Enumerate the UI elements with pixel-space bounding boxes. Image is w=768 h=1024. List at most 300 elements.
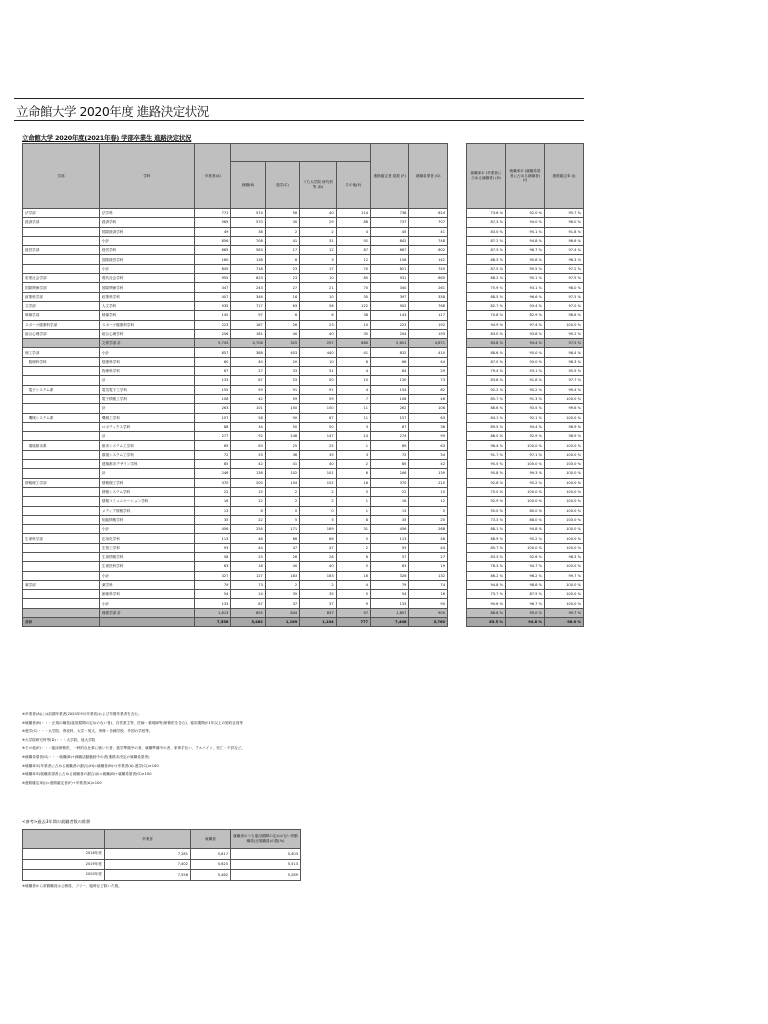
cell-rate2: 93.4 % <box>506 301 545 310</box>
cell-rate1: 85.7 % <box>467 543 506 552</box>
table-row <box>23 562 448 571</box>
cell-grads: 857 <box>195 348 231 357</box>
cell-employed: 97 <box>231 311 265 320</box>
cell-dept: 生物工学科 <box>99 543 194 552</box>
cell-job-seekers: 25 <box>409 515 448 524</box>
cell-rate1: 88.6 % <box>467 348 506 357</box>
cell-faculty <box>23 236 100 245</box>
cell-job-seekers: 358 <box>409 292 448 301</box>
cell-dept: 計 <box>99 432 194 441</box>
cell-rate2: 92.1 % <box>506 413 545 422</box>
cell-other: 16 <box>336 571 370 580</box>
rates-row <box>467 441 584 450</box>
cell-job-seekers: 74 <box>409 580 448 589</box>
cell-job-seekers: 865 <box>409 274 448 283</box>
cell-confirmed: 133 <box>371 599 409 608</box>
cell-faculty <box>23 450 100 459</box>
cell-employed: 25 <box>231 552 265 561</box>
cell-rate2: 95.1 % <box>506 227 545 236</box>
cell-dept <box>99 618 194 627</box>
cell-rate3: 99.4 % <box>545 385 584 394</box>
ref-row <box>23 870 301 881</box>
cell-grads: 327 <box>195 571 231 580</box>
cell-employed: 58 <box>231 413 265 422</box>
header-grads: 卒業者(A) <box>195 144 231 209</box>
rates-row <box>467 320 584 329</box>
cell-rate1: 84.1 % <box>467 413 506 422</box>
cell-faculty <box>23 571 100 580</box>
cell-other: 14 <box>336 432 370 441</box>
cell-grads: 1,813 <box>195 608 231 617</box>
header-grad-school: うち大学院 研究科等 (D) <box>300 162 336 209</box>
cell-employed: 583 <box>231 246 265 255</box>
cell-rate2: 96.2 % <box>506 571 545 580</box>
cell-faculty <box>23 376 100 385</box>
cell-rate3: 100.0 % <box>545 320 584 329</box>
cell-grads: 456 <box>195 525 231 534</box>
table-row <box>23 283 448 292</box>
cell-rate1: 88.5 % <box>467 292 506 301</box>
cell-job-seekers: 48 <box>409 534 448 543</box>
cell-confirmed: 274 <box>371 432 409 441</box>
cell-dept: 総合心理学科 <box>99 329 194 338</box>
cell-employed: 40 <box>231 357 265 366</box>
cell-other: 87 <box>336 246 370 255</box>
rates-row <box>467 376 584 385</box>
cell-rate1: 95.8 % <box>467 469 506 478</box>
cell-rate1: 90.6 % <box>467 599 506 608</box>
cell-grads: 72 <box>195 450 231 459</box>
cell-employed: 101 <box>231 404 265 413</box>
cell-confirmed: 5,601 <box>371 339 409 348</box>
cell-grads: 13 <box>195 506 231 515</box>
cell-further: 5 <box>265 515 299 524</box>
cell-further: 20 <box>265 357 299 366</box>
cell-grad-school: 66 <box>300 534 336 543</box>
cell-confirmed: 456 <box>371 525 409 534</box>
cell-grad-school: 25 <box>300 441 336 450</box>
cell-other: 85 <box>336 274 370 283</box>
cell-rate1: 89.5 % <box>467 422 506 431</box>
cell-faculty: 薬学部 <box>23 580 100 589</box>
footnote-line: ※就職率①(卒業者に占める就職者の割合)(H)=就職者(B)÷(卒業者(A)-進学(C))×100 <box>22 763 159 768</box>
cell-further: 28 <box>265 552 299 561</box>
rates-row <box>467 413 584 422</box>
cell-rate1: 94.8 % <box>467 580 506 589</box>
cell-job-seekers: 4,671 <box>409 339 448 348</box>
rates-row <box>467 608 584 617</box>
cell-dept: 理系学部 計 <box>99 608 194 617</box>
cell-dept: 経済学科 <box>99 218 194 227</box>
cell-other: 4 <box>336 367 370 376</box>
rates-row <box>467 311 584 320</box>
cell-other: 1 <box>336 441 370 450</box>
cell-further: 16 <box>265 292 299 301</box>
cell-grads: 5,743 <box>195 339 231 348</box>
footnote-line: ※進路確定率(J)=進路確定者(F)÷卒業者(A)×100 <box>22 780 102 785</box>
cell-rate1: 94.9 % <box>467 320 506 329</box>
ref-row <box>23 849 301 860</box>
cell-rate2: 87.5 % <box>506 590 545 599</box>
cell-rate2: 91.3 % <box>506 394 545 403</box>
cell-grads: 49 <box>195 227 231 236</box>
cell-job-seekers: 36 <box>409 422 448 431</box>
cell-dept: 環境システム工学科 <box>99 450 194 459</box>
cell-grad-school: 2 <box>300 227 336 236</box>
table-row <box>23 552 448 561</box>
header-breakdown <box>231 144 371 162</box>
cell-other: 12 <box>336 255 370 264</box>
cell-further: 27 <box>265 283 299 292</box>
cell-grad-school: 2 <box>300 487 336 496</box>
cell-further: 58 <box>265 209 299 218</box>
reference-title: <参考>過去3年間の就職者数の推移 <box>22 819 91 824</box>
cell-faculty: 経営学部 <box>23 246 100 255</box>
cell-grads: 407 <box>195 292 231 301</box>
rates-row <box>467 432 584 441</box>
cell-faculty: 国際関係学部 <box>23 283 100 292</box>
cell-rate3: 99.7 % <box>545 571 584 580</box>
cell-dept: 電子情報工学科 <box>99 394 194 403</box>
cell-employed: 570 <box>231 218 265 227</box>
cell-confirmed: 35 <box>371 515 409 524</box>
cell-employed: 4,706 <box>231 339 265 348</box>
cell-dept: 国際経営学科 <box>99 255 194 264</box>
cell-job-seekers: 5,760 <box>409 618 448 627</box>
cell-confirmed: 931 <box>371 274 409 283</box>
cell-rate2: 95.0 % <box>506 608 545 617</box>
cell-other: 4 <box>336 385 370 394</box>
cell-further: 37 <box>265 599 299 608</box>
cell-other: 6 <box>336 552 370 561</box>
cell-job-seekers: 15 <box>409 487 448 496</box>
cell-grads: 22 <box>195 487 231 496</box>
cell-confirmed: 246 <box>371 469 409 478</box>
cell-grad-school: 10 <box>300 357 336 366</box>
cell-grad-school: 91 <box>300 385 336 394</box>
table-row <box>23 580 448 589</box>
cell-dept: 法学科 <box>99 209 194 218</box>
cell-further: 6 <box>265 311 299 320</box>
rates-table <box>466 143 584 627</box>
rates-row <box>467 367 584 376</box>
cell-rate3: 98.3 % <box>545 552 584 561</box>
cell-grad-school: 10 <box>300 274 336 283</box>
cell-other: 35 <box>336 292 370 301</box>
cell-grad-school: 2 <box>300 580 336 589</box>
table-row <box>23 264 448 273</box>
cell-grads: 145 <box>195 311 231 320</box>
table-subtitle: 立命館大学 2020年度(2021年春) 学部卒業生 進路決定状況 <box>22 134 192 142</box>
cell-employed: 46 <box>231 534 265 543</box>
cell-grads: 157 <box>195 413 231 422</box>
cell-rate2: 94.4 % <box>506 339 545 348</box>
table-row <box>23 311 448 320</box>
table-row <box>23 525 448 534</box>
cell-other: 10 <box>336 320 370 329</box>
cell-grads: 88 <box>195 422 231 431</box>
cell-confirmed: 340 <box>371 283 409 292</box>
cell-faculty: 総合心理学部 <box>23 329 100 338</box>
cell-other: 16 <box>336 478 370 487</box>
cell-faculty <box>23 506 100 515</box>
cell-further: 25 <box>265 441 299 450</box>
cell-rate2: 99.3 % <box>506 469 545 478</box>
cell-rate2: 80.0 % <box>506 506 545 515</box>
cell-dept: スポーツ健康科学科 <box>99 320 194 329</box>
cell-employed: 14 <box>231 590 265 599</box>
cell-faculty: 経済学部 <box>23 218 100 227</box>
cell-other: 3 <box>336 422 370 431</box>
cell-rate3: 100.0 % <box>545 562 584 571</box>
rates-row <box>467 385 584 394</box>
cell-ref-grads: 7,556 <box>105 870 191 881</box>
footnote-line: ※進学(C)・・・大学院、専攻科、大学・短大、専修・各種学校、外国の学校等。 <box>22 729 153 734</box>
rates-row <box>467 469 584 478</box>
table-row <box>23 404 448 413</box>
table-row <box>23 590 448 599</box>
cell-rate2: 95.5 % <box>506 264 545 273</box>
cell-rate3: 96.6 % <box>545 236 584 245</box>
cell-other: 5 <box>336 562 370 571</box>
cell-faculty: 産業社会学部 <box>23 274 100 283</box>
table-row <box>23 469 448 478</box>
cell-dept: 機械工学科 <box>99 413 194 422</box>
cell-rate2: 95.2 % <box>506 534 545 543</box>
cell-dept: 計 <box>99 404 194 413</box>
cell-rate1: 73.3 % <box>467 515 506 524</box>
cell-dept: メディア情報学科 <box>99 506 194 515</box>
cell-further: 63 <box>265 301 299 310</box>
cell-grad-school: 35 <box>300 450 336 459</box>
page-title: 立命館大学 2020年度 進路決定状況 <box>16 104 209 119</box>
cell-grads: 16 <box>195 497 231 506</box>
cell-further: 2 <box>265 487 299 496</box>
cell-dept: 小計 <box>99 599 194 608</box>
cell-rate3: 98.0 % <box>545 618 584 627</box>
cell-faculty: 合計 <box>23 618 100 627</box>
cell-confirmed: 842 <box>371 236 409 245</box>
rates-row <box>467 590 584 599</box>
cell-further: 66 <box>265 534 299 543</box>
cell-dept: 小計 <box>99 236 194 245</box>
cell-grad-school: 31 <box>300 236 336 245</box>
cell-further: 91 <box>265 385 299 394</box>
cell-rate2: 88.0 % <box>506 515 545 524</box>
cell-rate1: 85.7 % <box>467 394 506 403</box>
cell-other: 6 <box>336 469 370 478</box>
header-rate1: 就職率① (卒業者に占める就職者) (H) <box>467 144 506 209</box>
cell-employed: 44 <box>231 543 265 552</box>
cell-grads: 856 <box>195 236 231 245</box>
cell-faculty <box>23 422 100 431</box>
cell-rate3: 91.8 % <box>545 227 584 236</box>
cell-rate2: 96.6 % <box>506 292 545 301</box>
cell-employed: 5,462 <box>231 618 265 627</box>
cell-job-seekers: 44 <box>409 357 448 366</box>
cell-dept: 小計 <box>99 571 194 580</box>
table-row <box>23 487 448 496</box>
cell-rate3: 100.0 % <box>545 543 584 552</box>
ref-header-regular: 就職者のうち雇用期間の定めのない常勤職員(正規職員)の数(%) <box>231 830 301 849</box>
footnote-line: ※大学院研究科等(D)・・・大学院、他大学院 <box>22 737 96 742</box>
cell-confirmed: 832 <box>371 348 409 357</box>
career-status-table <box>22 143 448 627</box>
cell-grads: 206 <box>195 329 231 338</box>
cell-job-seekers: 12 <box>409 497 448 506</box>
cell-rate3: 100.0 % <box>545 460 584 469</box>
cell-dept: 電気電子工学科 <box>99 385 194 394</box>
table-row <box>23 460 448 469</box>
cell-job-seekers: 34 <box>409 450 448 459</box>
cell-grads: 63 <box>195 562 231 571</box>
cell-faculty <box>23 394 100 403</box>
rates-row <box>467 209 584 218</box>
header-employed: 就職(B) <box>231 162 265 209</box>
cell-employed: 254 <box>231 525 265 534</box>
cell-confirmed: 45 <box>371 227 409 236</box>
cell-dept: 都市システム工学科 <box>99 441 194 450</box>
cell-rate3: 97.5 % <box>545 274 584 283</box>
cell-employed: 574 <box>231 209 265 218</box>
ref-header-employed: 就職者 <box>191 830 231 849</box>
cell-job-seekers: 63 <box>409 441 448 450</box>
cell-rate2: 92.6 % <box>506 552 545 561</box>
cell-confirmed: 57 <box>371 552 409 561</box>
reference-note: ※就職者から常勤職員は公務員、フリー、臨時など除いた数。 <box>22 884 122 888</box>
footnote-line: ※卒業者(A)には前期卒業者(2020年9月卒業者)および早期卒業者を含む。 <box>22 712 142 716</box>
cell-dept: 応用化学科 <box>99 534 194 543</box>
cell-confirmed: 821 <box>371 264 409 273</box>
cell-confirmed: 54 <box>371 590 409 599</box>
cell-grads: 93 <box>195 543 231 552</box>
cell-faculty <box>23 497 100 506</box>
cell-rate1: 91.7 % <box>467 450 506 459</box>
cell-faculty: 生命科学部 <box>23 534 100 543</box>
cell-dept: 創薬科学科 <box>99 590 194 599</box>
cell-confirmed: 13 <box>371 506 409 515</box>
table-row <box>23 478 448 487</box>
cell-other: 10 <box>336 376 370 385</box>
cell-other: 680 <box>336 339 370 348</box>
cell-employed: 92 <box>231 432 265 441</box>
cell-ref-regular: 5,403 <box>231 849 301 860</box>
rates-row <box>467 218 584 227</box>
table-row <box>23 432 448 441</box>
cell-confirmed: 737 <box>371 218 409 227</box>
cell-rate3: 98.9 % <box>545 432 584 441</box>
cell-further: 40 <box>265 562 299 571</box>
cell-rate1: 88.6 % <box>467 608 506 617</box>
cell-confirmed: 204 <box>371 329 409 338</box>
cell-further: 50 <box>265 422 299 431</box>
cell-confirmed: 16 <box>371 497 409 506</box>
cell-job-seekers: 132 <box>409 571 448 580</box>
cell-employed: 200 <box>231 478 265 487</box>
cell-ref-employed: 5,625 <box>191 859 231 870</box>
rates-row <box>467 543 584 552</box>
cell-grad-school: 837 <box>300 608 336 617</box>
cell-job-seekers: 46 <box>409 394 448 403</box>
cell-dept: 文系学部 計 <box>99 339 194 348</box>
cell-dept: 政策科学科 <box>99 292 194 301</box>
table-row <box>23 450 448 459</box>
cell-grads: 113 <box>195 534 231 543</box>
rates-row <box>467 255 584 264</box>
cell-grad-school: 40 <box>300 562 336 571</box>
cell-confirmed: 262 <box>371 404 409 413</box>
cell-faculty <box>23 404 100 413</box>
header-rate3: 進路確定率 (J) <box>545 144 584 209</box>
cell-rate1: 79.4 % <box>467 367 506 376</box>
header-job-seekers: 就職希望者 (G) <box>409 144 448 209</box>
cell-ref-grads: 7,402 <box>105 859 191 870</box>
cell-faculty <box>23 367 100 376</box>
footnote-line: ※就職希望者(G)・・・就職(B)+就職活動継続中の者(進路未決定の就職希望者) <box>22 754 150 759</box>
table-row <box>23 255 448 264</box>
cell-other: 7 <box>336 394 370 403</box>
rates-row <box>467 264 584 273</box>
cell-job-seekers: 745 <box>409 264 448 273</box>
cell-grads: 565 <box>195 218 231 227</box>
cell-rate2: 95.1 % <box>506 274 545 283</box>
cell-employed: 823 <box>231 274 265 283</box>
cell-job-seekers: 748 <box>409 236 448 245</box>
cell-rate3: 100.0 % <box>545 515 584 524</box>
rates-row <box>467 246 584 255</box>
cell-further: 33 <box>265 367 299 376</box>
cell-employed: 346 <box>231 292 265 301</box>
cell-faculty <box>23 460 100 469</box>
cell-grad-school: 6 <box>300 311 336 320</box>
cell-further: 23 <box>265 264 299 273</box>
rates-row <box>467 329 584 338</box>
cell-other: 9 <box>336 599 370 608</box>
rates-row <box>467 506 584 515</box>
cell-rate3: 100.0 % <box>545 394 584 403</box>
cell-employed: 22 <box>231 515 265 524</box>
cell-confirmed: 667 <box>371 246 409 255</box>
cell-rate2: 96.7 % <box>506 599 545 608</box>
cell-dept: 建築都市デザイン学科 <box>99 460 194 469</box>
cell-grads: 79 <box>195 580 231 589</box>
cell-grads: 58 <box>195 552 231 561</box>
cell-faculty: 映像学部 <box>23 311 100 320</box>
rates-row <box>467 478 584 487</box>
table-row <box>23 497 448 506</box>
cell-rate3: 100.0 % <box>545 450 584 459</box>
cell-grad-school: 257 <box>300 339 336 348</box>
cell-rate2: 95.2 % <box>506 385 545 394</box>
table-row <box>23 329 448 338</box>
cell-rate1: 83.0 % <box>467 329 506 338</box>
rates-row <box>467 599 584 608</box>
cell-rate3: 98.9 % <box>545 422 584 431</box>
cell-dept: 情報システム学科 <box>99 487 194 496</box>
cell-further: 41 <box>265 460 299 469</box>
cell-rate2: 95.8 % <box>506 255 545 264</box>
cell-job-seekers: 193 <box>409 329 448 338</box>
cell-confirmed: 143 <box>371 311 409 320</box>
cell-other: 114 <box>336 209 370 218</box>
cell-faculty <box>23 432 100 441</box>
cell-rate1: 86.2 % <box>467 571 506 580</box>
cell-employed: 87 <box>231 599 265 608</box>
cell-confirmed: 1,807 <box>371 608 409 617</box>
table-row <box>23 571 448 580</box>
rates-row <box>467 552 584 561</box>
cell-employed: 181 <box>231 329 265 338</box>
